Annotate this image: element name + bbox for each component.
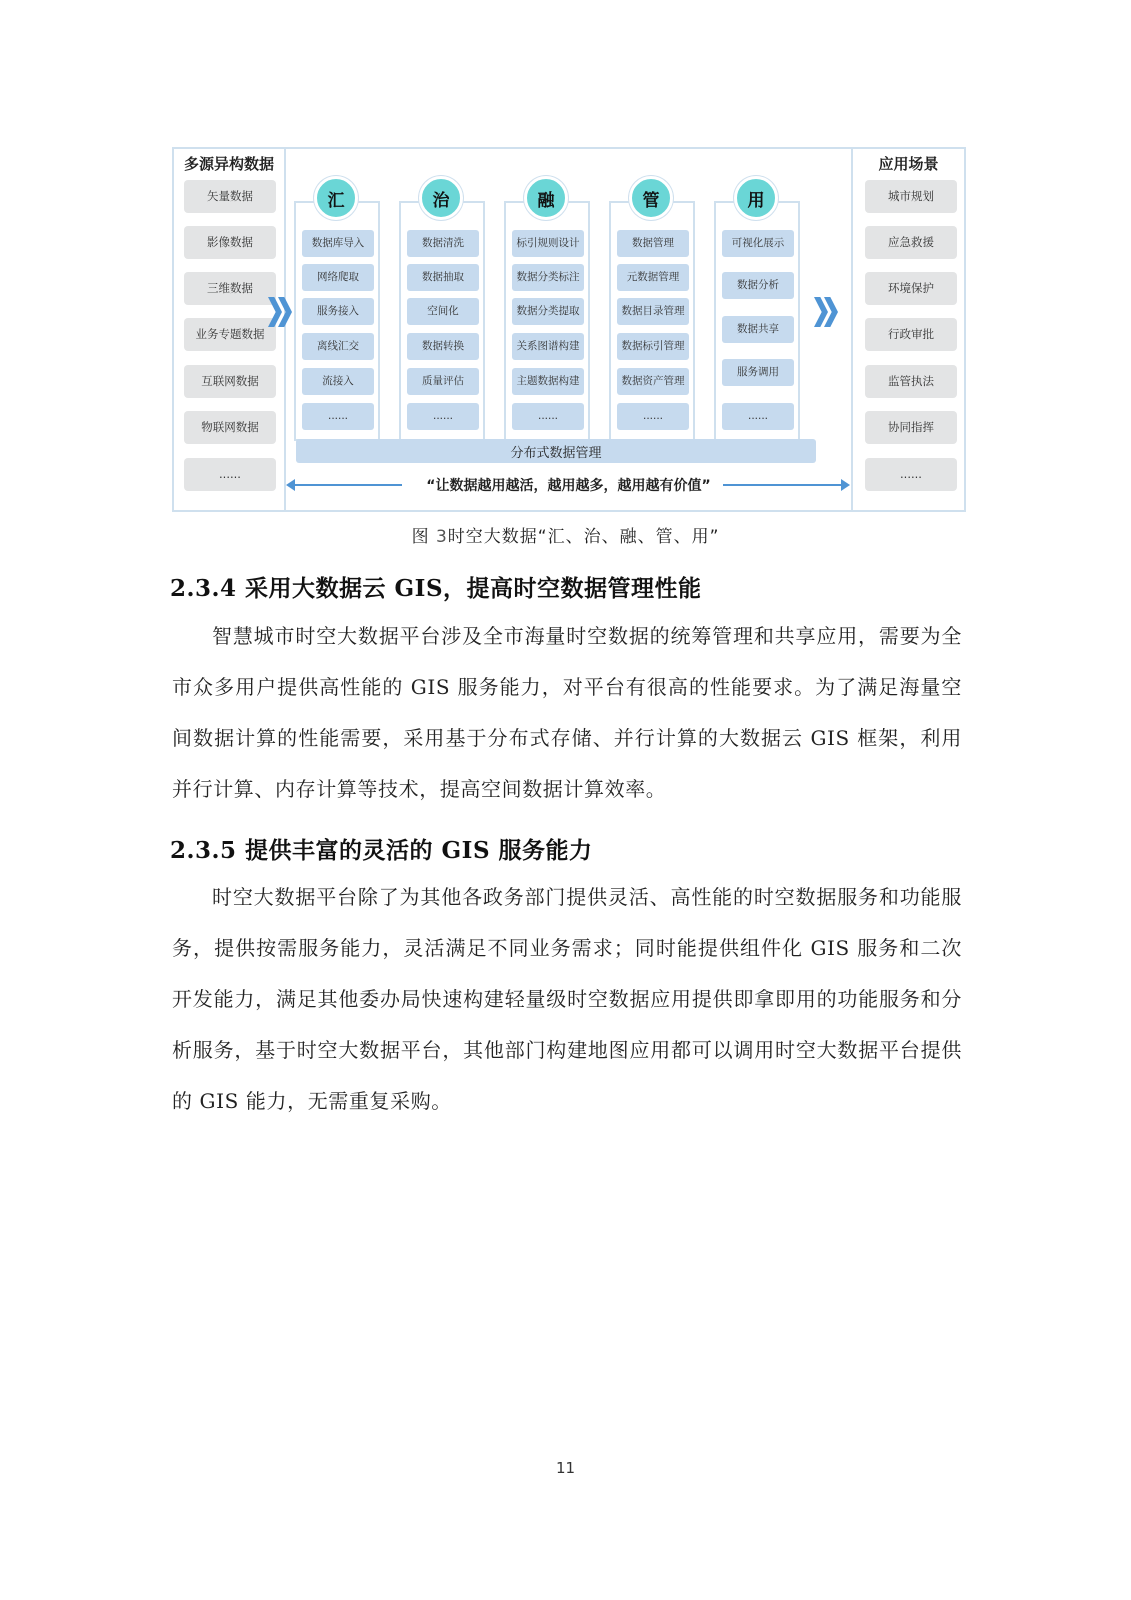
column-head-yong: 用: [734, 176, 778, 220]
figure-prefix: 图: [411, 527, 430, 547]
column-head-guan: 管: [629, 176, 673, 220]
slogan-line-right: [723, 484, 841, 486]
column-item: 元数据管理: [617, 264, 689, 291]
left-panel-title: 多源异构数据: [183, 155, 274, 173]
arrow-right-icon: [841, 479, 850, 491]
right-item: 监管执法: [865, 365, 957, 398]
figure-caption-text: 时空大数据“汇、治、融、管、用”: [447, 527, 720, 547]
left-item: 三维数据: [184, 272, 276, 305]
section-paragraph: 时空大数据平台除了为其他各政务部门提供灵活、高性能的时空数据服务和功能服务，提供按需服务能力，灵活满足不同业务需求；同时能提供组件化 GIS 服务和二次开发能力，满足其他委办局快速构建轻量级时空数据应用提供即拿即用的功能服务和分析服务，基于时空大数据平台，其他部门构建地图应用都可以调用时空大数据平台提供的 GIS 能力，无需重复采购。: [172, 885, 962, 1113]
column-item: 数据管理: [617, 230, 689, 257]
right-item: 应急救援: [865, 226, 957, 259]
column-rong: [504, 201, 590, 441]
left-item: ......: [184, 458, 276, 491]
column-item: 数据转换: [407, 333, 479, 360]
column-guan: [609, 201, 695, 441]
column-item: 数据资产管理: [617, 368, 689, 395]
right-item: 环境保护: [865, 272, 957, 305]
left-item: 影像数据: [184, 226, 276, 259]
column-item: ......: [722, 403, 794, 430]
section-paragraph: 智慧城市时空大数据平台涉及全市海量时空数据的统筹管理和共享应用，需要为全市众多用户提供高性能的 GIS 服务能力，对平台有很高的性能要求。为了满足海量空间数据计算的性能需要，采用基于分布式存储、并行计算的大数据云 GIS 框架，利用并行计算、内存计算等技术，提高空间数据计算效率。: [172, 624, 962, 801]
figure-caption: [0, 522, 1131, 547]
column-item: ......: [512, 403, 584, 430]
multi-source-data-panel: [172, 147, 286, 512]
slogan-row: [286, 470, 851, 500]
column-item: 质量评估: [407, 368, 479, 395]
left-item: 矢量数据: [184, 180, 276, 213]
figure-number: 3: [435, 527, 448, 547]
column-item: 空间化: [407, 298, 479, 325]
right-panel-title: 应用场景: [878, 155, 939, 173]
column-item: 服务接入: [302, 298, 374, 325]
column-item: 数据共享: [722, 316, 794, 343]
column-yong: [714, 201, 800, 441]
column-item: 网络爬取: [302, 264, 374, 291]
column-item: 数据库导入: [302, 230, 374, 257]
section-heading: 2.3.5 提供丰富的灵活的 GIS 服务能力: [170, 837, 593, 864]
column-item: 关系图谱构建: [512, 333, 584, 360]
column-item: ......: [407, 403, 479, 430]
distributed-data-management-bar: 分布式数据管理: [296, 439, 816, 463]
column-item: 流接入: [302, 368, 374, 395]
column-head-zhi: 治: [419, 176, 463, 220]
left-item: 业务专题数据: [184, 318, 276, 351]
left-item: 物联网数据: [184, 411, 276, 444]
column-item: 数据抽取: [407, 264, 479, 291]
column-item: 数据分析: [722, 272, 794, 299]
right-item: ......: [865, 458, 957, 491]
column-item: 数据分类标注: [512, 264, 584, 291]
column-head-rong: 融: [524, 176, 568, 220]
right-item: 城市规划: [865, 180, 957, 213]
column-head-hui: 汇: [314, 176, 358, 220]
page-number: 11: [555, 1459, 576, 1477]
column-item: ......: [617, 403, 689, 430]
column-item: 数据标引管理: [617, 333, 689, 360]
column-hui: [294, 201, 380, 441]
data-flow-diagram: [172, 147, 966, 512]
column-item: 离线汇交: [302, 333, 374, 360]
section-heading: 2.3.4 采用大数据云 GIS，提高时空数据管理性能: [170, 575, 702, 602]
column-item: 数据清洗: [407, 230, 479, 257]
column-item: 数据分类提取: [512, 298, 584, 325]
application-scenarios-panel: [851, 147, 966, 512]
right-item: 协同指挥: [865, 411, 957, 444]
column-item: ......: [302, 403, 374, 430]
column-zhi: [399, 201, 485, 441]
slogan-text: “让数据越用越活，越用越多，越用越有价值”: [426, 478, 711, 494]
right-item: 行政审批: [865, 318, 957, 351]
column-item: 服务调用: [722, 359, 794, 386]
left-item: 互联网数据: [184, 365, 276, 398]
column-item: 可视化展示: [722, 230, 794, 257]
column-item: 主题数据构建: [512, 368, 584, 395]
column-item: 标引规则设计: [512, 230, 584, 257]
column-item: 数据目录管理: [617, 298, 689, 325]
